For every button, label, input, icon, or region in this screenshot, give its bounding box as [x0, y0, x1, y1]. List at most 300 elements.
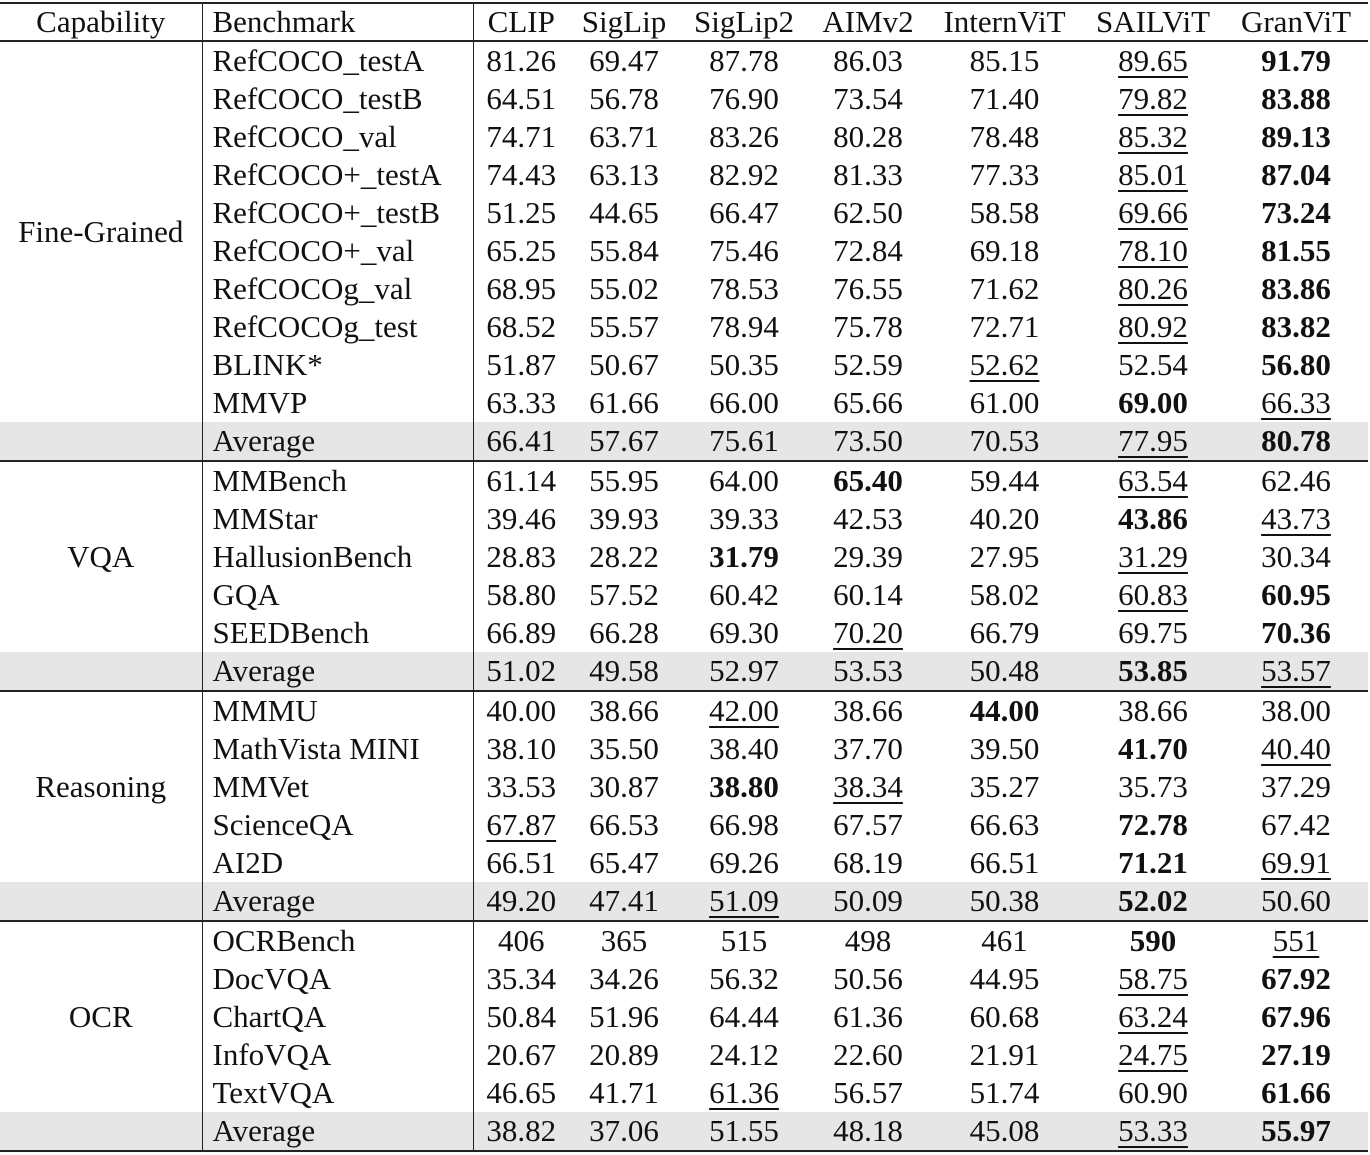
score-cell: [809, 768, 927, 806]
score-cell: [569, 194, 679, 232]
average-row: [0, 422, 1368, 461]
score-cell: [809, 652, 927, 691]
table-row: [0, 500, 1368, 538]
score-cell: [1224, 921, 1368, 960]
score-cell: [569, 461, 679, 500]
score-cell: [1224, 156, 1368, 194]
score-cell: [1082, 118, 1224, 156]
score-cell: [473, 156, 569, 194]
score-cell: [809, 1036, 927, 1074]
score-value: 53.53: [833, 653, 903, 688]
score-value: 66.53: [589, 807, 659, 842]
score-cell: [1082, 844, 1224, 882]
table-row: [0, 998, 1368, 1036]
score-value: 74.71: [486, 119, 557, 154]
benchmark-comparison-table: [0, 2, 1368, 1152]
score-cell: [927, 576, 1082, 614]
score-value: 61.36: [709, 1075, 779, 1110]
score-cell: [569, 270, 679, 308]
score-value: 82.92: [709, 157, 779, 192]
score-cell: [679, 538, 809, 576]
score-value: 66.28: [589, 615, 659, 650]
score-cell: [927, 768, 1082, 806]
score-cell: [809, 882, 927, 921]
score-cell: [1082, 768, 1224, 806]
score-cell: [679, 308, 809, 346]
score-value: 38.82: [486, 1113, 557, 1148]
score-value: 20.67: [486, 1037, 557, 1072]
score-value: 69.30: [709, 615, 779, 650]
score-cell: [679, 1036, 809, 1074]
score-value: 30.87: [589, 769, 659, 804]
benchmark-name: RefCOCOg_val: [202, 270, 473, 308]
table-row: [0, 921, 1368, 960]
score-cell: [927, 41, 1082, 80]
score-cell: [1224, 1036, 1368, 1074]
score-value: 78.94: [709, 309, 779, 344]
score-value: 31.79: [709, 539, 779, 574]
score-value: 49.20: [486, 883, 557, 918]
score-cell: [473, 461, 569, 500]
score-value: 51.25: [486, 195, 557, 230]
score-value: 77.33: [969, 157, 1040, 192]
score-value: 63.33: [486, 385, 557, 420]
score-value: 40.20: [969, 501, 1040, 536]
score-cell: [927, 384, 1082, 422]
score-value: 50.67: [589, 347, 659, 382]
score-value: 51.74: [969, 1075, 1040, 1110]
table-row: [0, 80, 1368, 118]
score-cell: [809, 422, 927, 461]
score-cell: [1082, 500, 1224, 538]
score-cell: [1224, 538, 1368, 576]
score-cell: [1224, 308, 1368, 346]
benchmark-name: RefCOCO_testB: [202, 80, 473, 118]
score-cell: [679, 422, 809, 461]
score-value: 31.29: [1118, 539, 1188, 574]
score-value: 37.70: [833, 731, 903, 766]
score-value: 35.73: [1118, 769, 1188, 804]
score-value: 77.95: [1118, 423, 1188, 458]
benchmark-name: MMVP: [202, 384, 473, 422]
score-value: 78.10: [1118, 233, 1188, 268]
score-value: 39.33: [709, 501, 779, 536]
header-internvit: InternViT: [943, 4, 1066, 39]
score-value: 64.51: [486, 81, 557, 116]
score-cell: [1224, 346, 1368, 384]
score-value: 81.33: [833, 157, 903, 192]
score-value: 24.75: [1118, 1037, 1188, 1072]
score-value: 43.73: [1261, 501, 1331, 536]
score-value: 41.71: [589, 1075, 659, 1110]
score-cell: [679, 1074, 809, 1112]
score-cell: [1224, 844, 1368, 882]
score-cell: [1082, 1112, 1224, 1151]
score-cell: [569, 806, 679, 844]
score-value: 35.50: [589, 731, 659, 766]
score-value: 81.55: [1261, 233, 1331, 268]
score-value: 50.84: [486, 999, 557, 1034]
score-cell: [473, 1074, 569, 1112]
score-value: 87.78: [709, 43, 779, 78]
score-value: 66.33: [1261, 385, 1331, 420]
score-value: 42.53: [833, 501, 903, 536]
score-cell: [1224, 806, 1368, 844]
score-cell: [473, 806, 569, 844]
table-row: [0, 346, 1368, 384]
score-value: 57.52: [589, 577, 659, 612]
score-value: 30.34: [1261, 539, 1331, 574]
score-value: 70.36: [1261, 615, 1331, 650]
score-value: 64.44: [709, 999, 779, 1034]
score-cell: [1224, 80, 1368, 118]
score-cell: [679, 768, 809, 806]
score-cell: [1082, 346, 1224, 384]
score-value: 63.24: [1118, 999, 1188, 1034]
score-cell: [473, 768, 569, 806]
table-row: [0, 41, 1368, 80]
score-value: 65.66: [833, 385, 903, 420]
score-value: 58.02: [969, 577, 1040, 612]
benchmark-name: RefCOCO+_testB: [202, 194, 473, 232]
score-cell: [473, 614, 569, 652]
score-cell: [569, 41, 679, 80]
benchmark-name: RefCOCO+_val: [202, 232, 473, 270]
score-value: 70.20: [833, 615, 903, 650]
score-value: 67.87: [486, 807, 557, 842]
score-value: 50.60: [1261, 883, 1331, 918]
score-cell: [569, 576, 679, 614]
score-value: 70.53: [969, 423, 1040, 458]
score-value: 461: [981, 923, 1028, 958]
header-row: [0, 3, 1368, 41]
score-cell: [569, 232, 679, 270]
score-cell: [1082, 232, 1224, 270]
score-value: 29.39: [833, 539, 903, 574]
score-value: 365: [600, 923, 648, 958]
benchmark-name: DocVQA: [202, 960, 473, 998]
score-cell: [927, 844, 1082, 882]
score-value: 52.59: [833, 347, 903, 382]
score-cell: [809, 960, 927, 998]
score-cell: [473, 1036, 569, 1074]
score-cell: [679, 960, 809, 998]
score-value: 69.26: [709, 845, 779, 880]
score-cell: [809, 1074, 927, 1112]
score-value: 45.08: [969, 1113, 1040, 1148]
score-cell: [927, 346, 1082, 384]
score-cell: [473, 500, 569, 538]
header-sailvit: SAILViT: [1095, 4, 1211, 39]
score-cell: [809, 308, 927, 346]
score-cell: [809, 156, 927, 194]
table-row: [0, 960, 1368, 998]
score-cell: [1224, 500, 1368, 538]
benchmark-name: Average: [202, 882, 473, 921]
score-value: 60.95: [1261, 577, 1331, 612]
score-cell: [1224, 384, 1368, 422]
header-siglip2: SigLip2: [694, 4, 794, 39]
score-value: 44.95: [969, 961, 1040, 996]
score-value: 73.54: [833, 81, 903, 116]
score-value: 60.42: [709, 577, 779, 612]
score-value: 56.32: [709, 961, 779, 996]
score-cell: [679, 1112, 809, 1151]
score-value: 65.47: [589, 845, 659, 880]
score-value: 551: [1272, 923, 1320, 958]
score-cell: [679, 156, 809, 194]
table-row: [0, 1036, 1368, 1074]
score-value: 52.02: [1118, 883, 1188, 918]
score-value: 62.46: [1261, 463, 1331, 498]
score-cell: [569, 384, 679, 422]
score-cell: [927, 422, 1082, 461]
score-value: 61.00: [969, 385, 1040, 420]
score-value: 62.50: [833, 195, 903, 230]
score-cell: [809, 806, 927, 844]
score-cell: [927, 118, 1082, 156]
table-row: [0, 806, 1368, 844]
benchmark-name: RefCOCO_testA: [202, 41, 473, 80]
score-cell: [927, 998, 1082, 1036]
table-row: [0, 576, 1368, 614]
score-cell: [1224, 960, 1368, 998]
score-value: 55.95: [589, 463, 659, 498]
average-row: [0, 652, 1368, 691]
score-cell: [679, 576, 809, 614]
score-cell: [679, 730, 809, 768]
benchmark-name: Average: [202, 422, 473, 461]
score-cell: [927, 730, 1082, 768]
score-value: 83.86: [1261, 271, 1331, 306]
benchmark-name: MMStar: [202, 500, 473, 538]
score-cell: [1224, 691, 1368, 730]
score-value: 51.96: [589, 999, 659, 1034]
score-value: 56.57: [833, 1075, 903, 1110]
score-cell: [473, 384, 569, 422]
score-value: 83.82: [1261, 309, 1331, 344]
score-cell: [1224, 422, 1368, 461]
score-value: 69.47: [589, 43, 659, 78]
score-cell: [679, 384, 809, 422]
score-cell: [1082, 384, 1224, 422]
score-value: 85.32: [1118, 119, 1188, 154]
score-value: 38.66: [1118, 693, 1188, 728]
score-value: 38.10: [486, 731, 557, 766]
score-cell: [809, 194, 927, 232]
benchmark-name: RefCOCOg_test: [202, 308, 473, 346]
benchmark-name: MathVista MINI: [202, 730, 473, 768]
score-value: 40.00: [486, 693, 557, 728]
score-value: 590: [1129, 923, 1177, 958]
score-cell: [679, 806, 809, 844]
table-row: [0, 614, 1368, 652]
score-value: 46.65: [486, 1075, 557, 1110]
score-value: 69.91: [1261, 845, 1331, 880]
score-value: 20.89: [589, 1037, 659, 1072]
score-cell: [809, 1112, 927, 1151]
score-cell: [809, 998, 927, 1036]
score-cell: [809, 500, 927, 538]
benchmark-name: MMBench: [202, 461, 473, 500]
score-value: 78.48: [969, 119, 1040, 154]
score-value: 68.95: [486, 271, 557, 306]
score-cell: [809, 576, 927, 614]
score-value: 21.91: [969, 1037, 1040, 1072]
score-value: 37.29: [1261, 769, 1331, 804]
score-cell: [569, 422, 679, 461]
score-cell: [473, 80, 569, 118]
benchmark-name: RefCOCO+_testA: [202, 156, 473, 194]
score-cell: [1082, 538, 1224, 576]
score-cell: [1224, 270, 1368, 308]
score-value: 33.53: [486, 769, 557, 804]
score-value: 50.48: [969, 653, 1040, 688]
score-cell: [809, 461, 927, 500]
score-cell: [473, 232, 569, 270]
average-row: [0, 882, 1368, 921]
score-value: 66.51: [486, 845, 557, 880]
score-cell: [1224, 614, 1368, 652]
score-value: 27.95: [969, 539, 1040, 574]
score-cell: [569, 960, 679, 998]
score-cell: [569, 768, 679, 806]
capability-empty-cell: [0, 1112, 202, 1151]
score-value: 72.71: [969, 309, 1040, 344]
score-value: 58.58: [969, 195, 1040, 230]
score-value: 38.66: [589, 693, 659, 728]
score-value: 80.78: [1261, 423, 1331, 458]
table-row: [0, 118, 1368, 156]
score-value: 28.83: [486, 539, 557, 574]
score-value: 66.98: [709, 807, 779, 842]
table-row: [0, 308, 1368, 346]
score-cell: [679, 691, 809, 730]
section-vqa: [0, 461, 1368, 691]
score-value: 44.00: [969, 693, 1040, 728]
score-cell: [679, 270, 809, 308]
score-cell: [569, 998, 679, 1036]
score-cell: [473, 538, 569, 576]
score-cell: [927, 1036, 1082, 1074]
score-value: 89.13: [1261, 119, 1331, 154]
score-cell: [1224, 232, 1368, 270]
score-value: 43.86: [1118, 501, 1188, 536]
score-value: 50.56: [833, 961, 903, 996]
table-row: [0, 194, 1368, 232]
score-value: 57.67: [589, 423, 659, 458]
table-row: [0, 730, 1368, 768]
benchmark-name: AI2D: [202, 844, 473, 882]
score-value: 76.55: [833, 271, 903, 306]
benchmark-name: SEEDBench: [202, 614, 473, 652]
capability-label: Reasoning: [0, 691, 202, 882]
score-value: 79.82: [1118, 81, 1188, 116]
capability-empty-cell: [0, 882, 202, 921]
score-value: 24.12: [709, 1037, 779, 1072]
score-value: 52.62: [969, 347, 1040, 382]
score-cell: [1082, 41, 1224, 80]
score-cell: [1224, 652, 1368, 691]
score-value: 65.40: [833, 463, 903, 498]
score-value: 66.79: [969, 615, 1040, 650]
score-value: 80.26: [1118, 271, 1188, 306]
score-cell: [927, 1112, 1082, 1151]
score-cell: [1224, 576, 1368, 614]
table-row: [0, 844, 1368, 882]
score-cell: [927, 232, 1082, 270]
score-value: 71.40: [969, 81, 1040, 116]
score-value: 64.00: [709, 463, 779, 498]
score-value: 51.87: [486, 347, 557, 382]
score-value: 35.34: [486, 961, 557, 996]
score-value: 48.18: [833, 1113, 903, 1148]
score-value: 87.04: [1261, 157, 1331, 192]
score-value: 75.61: [709, 423, 779, 458]
score-cell: [1082, 691, 1224, 730]
score-value: 66.41: [486, 423, 557, 458]
score-value: 498: [844, 923, 892, 958]
section-fine-grained: [0, 41, 1368, 461]
score-value: 60.14: [833, 577, 903, 612]
table-row: [0, 270, 1368, 308]
score-cell: [809, 730, 927, 768]
score-value: 55.84: [589, 233, 659, 268]
average-row: [0, 1112, 1368, 1151]
score-cell: [927, 691, 1082, 730]
benchmark-name: ScienceQA: [202, 806, 473, 844]
score-cell: [679, 41, 809, 80]
benchmark-name: TextVQA: [202, 1074, 473, 1112]
score-value: 69.00: [1118, 385, 1188, 420]
table-row: [0, 768, 1368, 806]
score-value: 89.65: [1118, 43, 1188, 78]
score-value: 39.50: [969, 731, 1040, 766]
score-cell: [809, 844, 927, 882]
score-value: 66.00: [709, 385, 779, 420]
score-value: 75.78: [833, 309, 903, 344]
score-cell: [569, 730, 679, 768]
score-value: 83.26: [709, 119, 779, 154]
score-value: 53.33: [1118, 1113, 1188, 1148]
score-cell: [473, 921, 569, 960]
score-cell: [473, 346, 569, 384]
score-value: 67.42: [1261, 807, 1331, 842]
score-cell: [1082, 270, 1224, 308]
score-value: 66.51: [969, 845, 1040, 880]
score-value: 41.70: [1118, 731, 1188, 766]
table-row: [0, 461, 1368, 500]
score-value: 42.00: [709, 693, 779, 728]
score-cell: [809, 80, 927, 118]
score-cell: [473, 998, 569, 1036]
score-cell: [679, 652, 809, 691]
score-cell: [569, 500, 679, 538]
score-value: 69.75: [1118, 615, 1188, 650]
score-cell: [1082, 1036, 1224, 1074]
table-row: [0, 538, 1368, 576]
benchmark-name: ChartQA: [202, 998, 473, 1036]
score-cell: [473, 691, 569, 730]
benchmark-name: RefCOCO_val: [202, 118, 473, 156]
score-cell: [473, 308, 569, 346]
score-cell: [569, 844, 679, 882]
score-value: 73.24: [1261, 195, 1331, 230]
score-cell: [569, 346, 679, 384]
score-cell: [809, 346, 927, 384]
score-cell: [679, 346, 809, 384]
score-value: 72.78: [1118, 807, 1188, 842]
